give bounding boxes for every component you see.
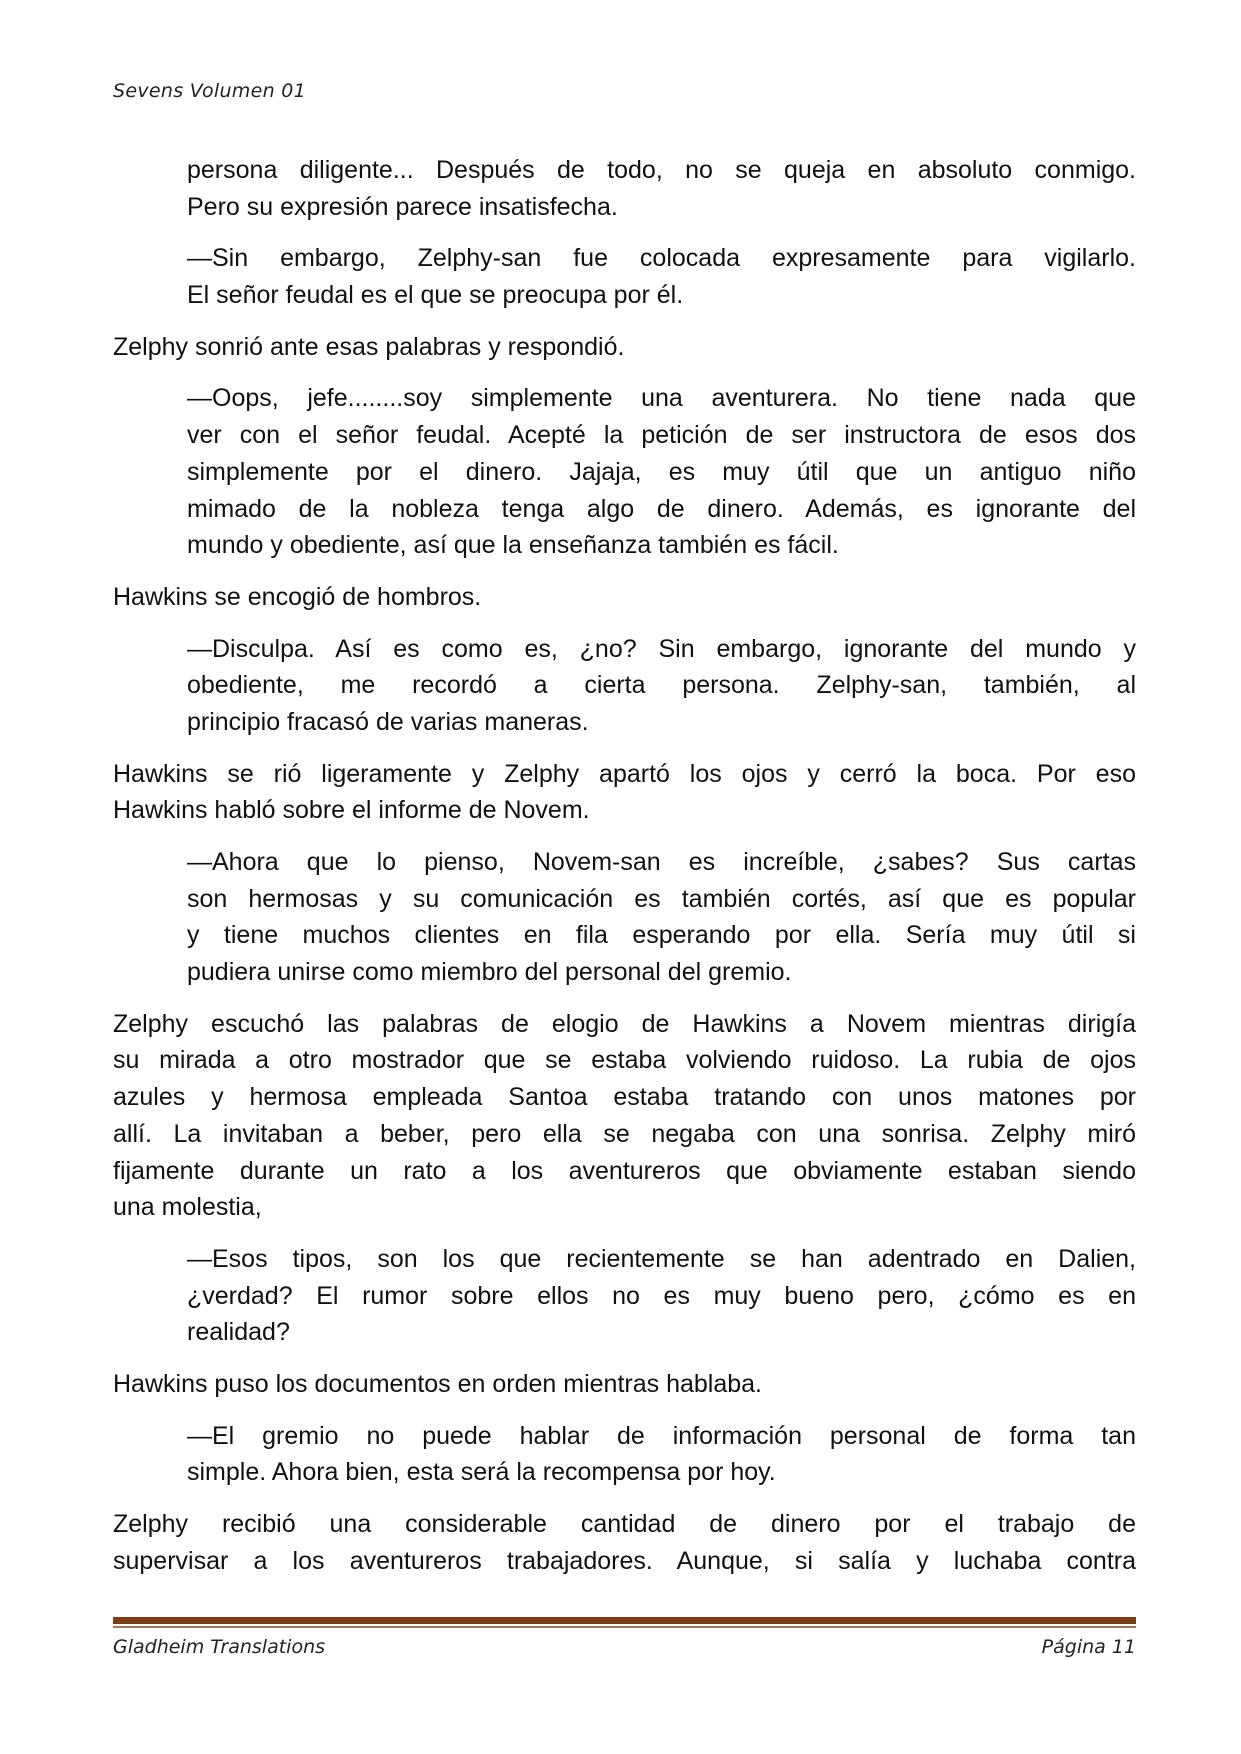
dialogue-paragraph (187, 152, 1136, 225)
text-line: Zelphy recibió una considerable cantidad de dinero por el trabajo de (113, 1510, 1136, 1538)
dialogue-paragraph (187, 1241, 1136, 1351)
text-line: y tiene muchos clientes en fila esperando por ella. Sería muy útil si (187, 921, 1136, 950)
text-line: son hermosas y su comunicación es también cortés, así que es popular (187, 884, 1136, 913)
narration-paragraph (113, 329, 1136, 366)
running-header: Sevens Volumen 01 (113, 80, 307, 102)
narration-paragraph (113, 756, 1136, 829)
text-line: ver con el señor feudal. Acepté la petición de ser instructora de esos dos (187, 421, 1136, 450)
text-line: —El gremio no puede hablar de información personal de forma tan (187, 1421, 1136, 1450)
text-line: obediente, me recordó a cierta persona. Zelphy-san, también, al (187, 671, 1136, 700)
text-line: Zelphy sonrió ante esas palabras y respondió. (113, 332, 625, 361)
text-line: mundo y obediente, así que la enseñanza también es fácil. (187, 531, 839, 560)
page-number: Página 11 (1041, 1636, 1136, 1658)
narration-paragraph (113, 1366, 1136, 1403)
text-line: realidad? (187, 1318, 290, 1347)
text-line: —Ahora que lo pienso, Novem-san es increíble, ¿sabes? Sus cartas (187, 848, 1136, 876)
footer-rule-thin (113, 1626, 1136, 1628)
text-line: Zelphy escuchó las palabras de elogio de Hawkins a Novem mientras dirigía (113, 1009, 1136, 1038)
text-line: persona diligente... Después de todo, no se queja en absoluto conmigo. (187, 156, 1136, 184)
text-line: El señor feudal es el que se preocupa por él. (187, 281, 684, 310)
text-line: —Disculpa. Así es como es, ¿no? Sin embargo, ignorante del mundo y (187, 634, 1136, 663)
dialogue-paragraph (187, 844, 1136, 991)
text-line: su mirada a otro mostrador que se estaba volviendo ruidoso. La rubia de ojos (113, 1046, 1136, 1075)
text-line: Hawkins habló sobre el informe de Novem. (113, 796, 590, 825)
text-line: Hawkins puso los documentos en orden mientras hablaba. (113, 1369, 762, 1398)
dialogue-paragraph (187, 1418, 1136, 1491)
dialogue-paragraph (187, 631, 1136, 741)
page-body (113, 152, 1136, 1594)
footer-publisher: Gladheim Translations (113, 1636, 326, 1658)
narration-paragraph (113, 1006, 1136, 1226)
text-line: una molestia, (113, 1193, 262, 1222)
text-line: Hawkins se encogió de hombros. (113, 582, 482, 611)
text-line: pudiera unirse como miembro del personal del gremio. (187, 958, 792, 987)
dialogue-paragraph (187, 380, 1136, 563)
narration-paragraph (113, 1506, 1136, 1579)
text-line: simplemente por el dinero. Jajaja, es muy útil que un antiguo niño (187, 457, 1136, 486)
footer-rule (113, 1617, 1136, 1624)
narration-paragraph (113, 579, 1136, 616)
text-line: Pero su expresión parece insatisfecha. (187, 192, 618, 221)
text-line: supervisar a los aventureros trabajadores. Aunque, si salía y luchaba contra (113, 1546, 1136, 1575)
text-line: principio fracasó de varias maneras. (187, 707, 589, 736)
text-line: —Esos tipos, son los que recientemente se han adentrado en Dalien, (187, 1244, 1136, 1273)
text-line: azules y hermosa empleada Santoa estaba tratando con unos matones por (113, 1083, 1136, 1112)
text-line: Hawkins se rió ligeramente y Zelphy apartó los ojos y cerró la boca. Por eso (113, 759, 1136, 788)
dialogue-paragraph (187, 240, 1136, 313)
text-line: fijamente durante un rato a los aventureros que obviamente estaban siendo (113, 1156, 1136, 1185)
text-line: simple. Ahora bien, esta será la recompensa por hoy. (187, 1458, 776, 1487)
text-line: allí. La invitaban a beber, pero ella se negaba con una sonrisa. Zelphy miró (113, 1119, 1136, 1148)
text-line: —Oops, jefe........soy simplemente una aventurera. No tiene nada que (187, 384, 1136, 413)
text-line: —Sin embargo, Zelphy-san fue colocada expresamente para vigilarlo. (187, 244, 1136, 273)
text-line: ¿verdad? El rumor sobre ellos no es muy bueno pero, ¿cómo es en (187, 1281, 1136, 1310)
text-line: mimado de la nobleza tenga algo de dinero. Además, es ignorante del (187, 494, 1136, 523)
